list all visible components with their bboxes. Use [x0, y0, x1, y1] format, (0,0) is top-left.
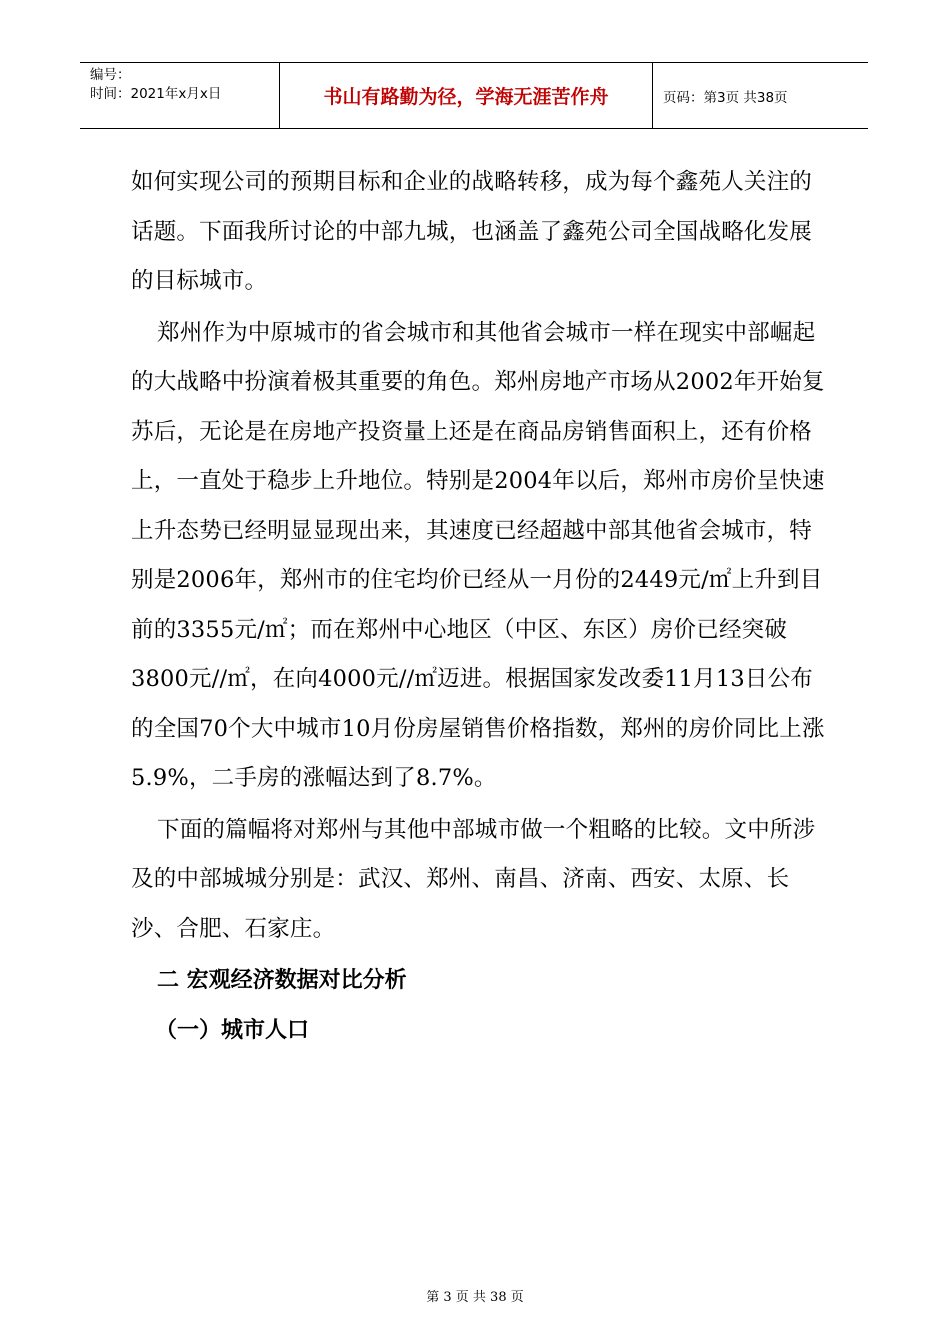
header-meta	[80, 63, 280, 128]
header-page-info: 页码：第3页 共38页	[663, 89, 788, 106]
number-label: 编号：	[90, 67, 131, 83]
section-heading: 二 宏观经济数据对比分析	[157, 968, 407, 993]
page-header	[80, 62, 868, 129]
time-label: 时间：2021年x月x日	[90, 86, 222, 102]
paragraph-1: 如何实现公司的预期目标和企业的战略转移，成为每个鑫苑人关注的话题。下面我所讨论的中部九城，也涵盖了鑫苑公司全国战略化发展的目标城市。	[131, 169, 813, 294]
header-motto: 书山有路勤为径，学海无涯苦作舟	[280, 63, 653, 128]
document-body	[131, 158, 831, 1055]
paragraph-3: 下面的篇幅将对郑州与其他中部城市做一个粗略的比较。文中所涉及的中部城城分别是：武汉、郑州、南昌、济南、西安、太原、长沙、合肥、石家庄。	[131, 816, 816, 942]
paragraph-2: 郑州作为中原城市的省会城市和其他省会城市一样在现实中部崛起的大战略中扮演着极其重要的角色。郑州房地产市场从2002年开始复苏后，无论是在房地产投资量上还是在商品房销售面积上，还有价格上，一直处于稳步上升地位。特别是2004年以后，郑州市房价呈快速上升态势已经明显显现出来，其速度已经超越中部其他省会城市，特别是2006年，郑州市的住宅均价已经从一月份的2449元/㎡上升到目前的3355元/㎡；而在郑州中心地区（中区、东区）房价已经突破3800元//㎡，在向4000元//㎡迈进。根据国家发改委11月13日公布的全国70个大中城市10月份房屋销售价格指数，郑州的房价同比上涨5.9%，二手房的涨幅达到了8.7%。	[131, 319, 825, 791]
page-footer: 第 3 页 共 38 页	[426, 1290, 524, 1305]
subsection-heading: （一）城市人口	[155, 1017, 310, 1043]
